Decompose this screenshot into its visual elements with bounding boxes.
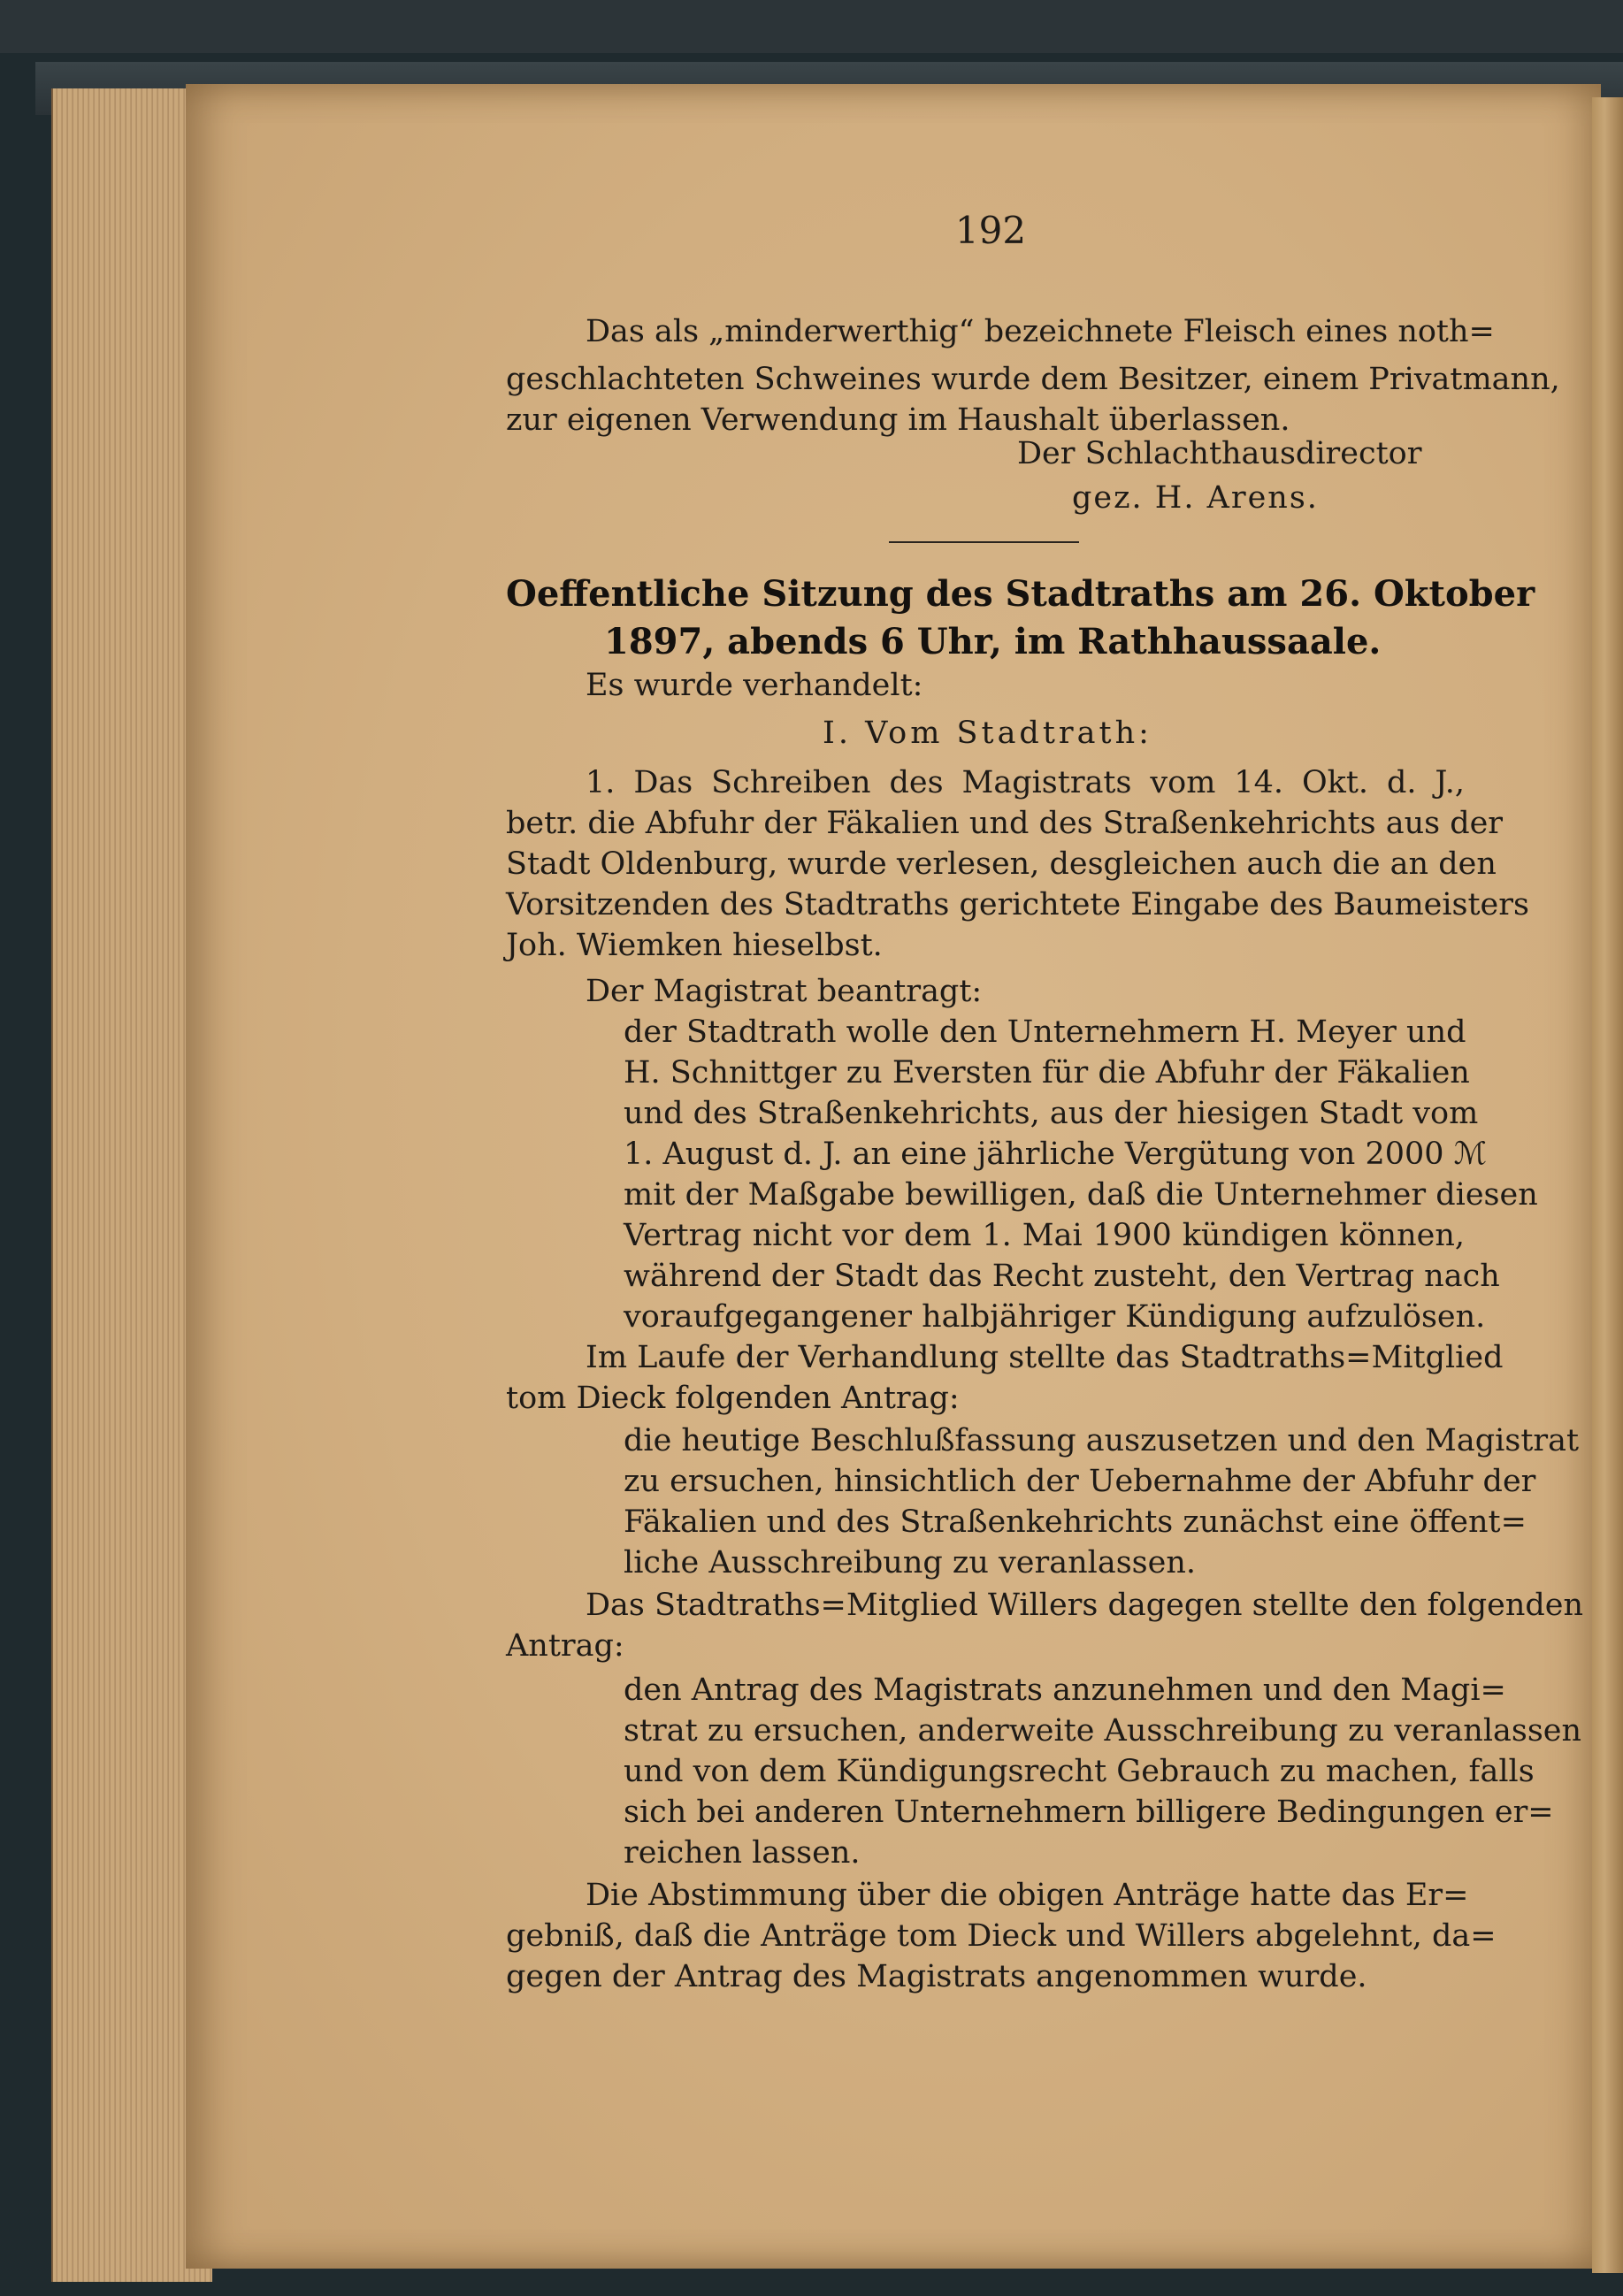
item1-line-4: Vorsitzenden des Stadtraths gerichtete Eingabe des Baumeisters (506, 887, 1529, 922)
lead-text: Es wurde verhandelt: (586, 668, 923, 703)
magistrat-motion-line-3: und des Straßenkehrichts, aus der hiesigen Stadt vom (624, 1096, 1479, 1131)
willers-motion-line-5: reichen lassen. (624, 1835, 861, 1871)
willers-motion-line-2: strat zu ersuchen, anderweite Ausschreibung zu veranlassen (624, 1713, 1582, 1749)
diek-intro-line-2: tom Dieck folgenden Antrag: (506, 1381, 960, 1416)
magistrat-motion-line-7: während der Stadt das Recht zusteht, den Vertrag nach (624, 1259, 1500, 1294)
magistrat-motion-line-5: mit der Maßgabe bewilligen, daß die Unternehmer diesen (624, 1177, 1538, 1213)
willers-intro-line-1: Das Stadtraths=Mitglied Willers dagegen stellte den folgenden (586, 1588, 1584, 1623)
signature-title: Der Schlachthausdirector (1017, 436, 1422, 471)
item1-line-2: betr. die Abfuhr der Fäkalien und des Straßenkehrichts aus der (506, 806, 1504, 841)
diek-motion-line-1: die heutige Beschlußfassung auszusetzen und den Magistrat (624, 1423, 1580, 1458)
result-line-3: gegen der Antrag des Magistrats angenommen wurde. (506, 1959, 1367, 1994)
section-divider (889, 541, 1079, 543)
item1-line-5: Joh. Wiemken hieselbst. (506, 928, 883, 963)
intro-line-1: Das als „minderwerthig“ bezeichnete Fleisch eines noth= (586, 314, 1495, 349)
signature-name: gez. H. Arens. (1072, 480, 1319, 516)
result-line-1: Die Abstimmung über die obigen Anträge hatte das Er= (586, 1878, 1469, 1913)
diek-motion-line-4: liche Ausschreibung zu veranlassen. (624, 1545, 1197, 1580)
magistrat-motion-line-6: Vertrag nicht vor dem 1. Mai 1900 kündigen können, (624, 1218, 1465, 1253)
item1-line-3: Stadt Oldenburg, wurde verlesen, desgleichen auch die an den (506, 846, 1497, 882)
diek-motion-line-3: Fäkalien und des Straßenkehrichts zunächst eine öffent= (624, 1504, 1527, 1540)
intro-line-2: geschlachteten Schweines wurde dem Besitzer, einem Privatmann, (506, 362, 1560, 397)
willers-intro-line-2: Antrag: (506, 1628, 624, 1664)
magistrat-motion-line-8: voraufgegangener halbjähriger Kündigung aufzulösen. (624, 1299, 1486, 1335)
session-heading-line-1: Oeffentliche Sitzung des Stadtraths am 26. Oktober (506, 573, 1535, 615)
willers-motion-line-1: den Antrag des Magistrats anzunehmen und den Magi= (624, 1672, 1506, 1708)
magistrat-motion-line-2: H. Schnittger zu Eversten für die Abfuhr der Fäkalien (624, 1055, 1470, 1091)
section-title: I. Vom Stadtrath: (823, 716, 1152, 751)
magistrat-motion-line-4: 1. August d. J. an eine jährliche Vergütung von 2000 ℳ (624, 1137, 1488, 1172)
magistrat-intro: Der Magistrat beantragt: (586, 974, 983, 1009)
result-line-2: gebniß, daß die Anträge tom Dieck und Willers abgelehnt, da= (506, 1918, 1497, 1954)
item1-line-1: 1. Das Schreiben des Magistrats vom 14. Okt. d. J., (586, 765, 1465, 800)
page-number: 192 (954, 209, 1027, 252)
intro-line-3: zur eigenen Verwendung im Haushalt überlassen. (506, 402, 1290, 438)
diek-motion-line-2: zu ersuchen, hinsichtlich der Uebernahme der Abfuhr der (624, 1464, 1536, 1499)
facing-page-edge (1592, 97, 1623, 2273)
magistrat-motion-line-1: der Stadtrath wolle den Unternehmern H. Meyer und (624, 1014, 1466, 1050)
willers-motion-line-3: und von dem Kündigungsrecht Gebrauch zu machen, falls (624, 1754, 1535, 1789)
session-heading-line-2: 1897, abends 6 Uhr, im Rathhaussaale. (604, 621, 1382, 662)
diek-intro-line-1: Im Laufe der Verhandlung stellte das Stadtraths=Mitglied (586, 1340, 1504, 1375)
willers-motion-line-4: sich bei anderen Unternehmern billigere Bedingungen er= (624, 1795, 1554, 1830)
